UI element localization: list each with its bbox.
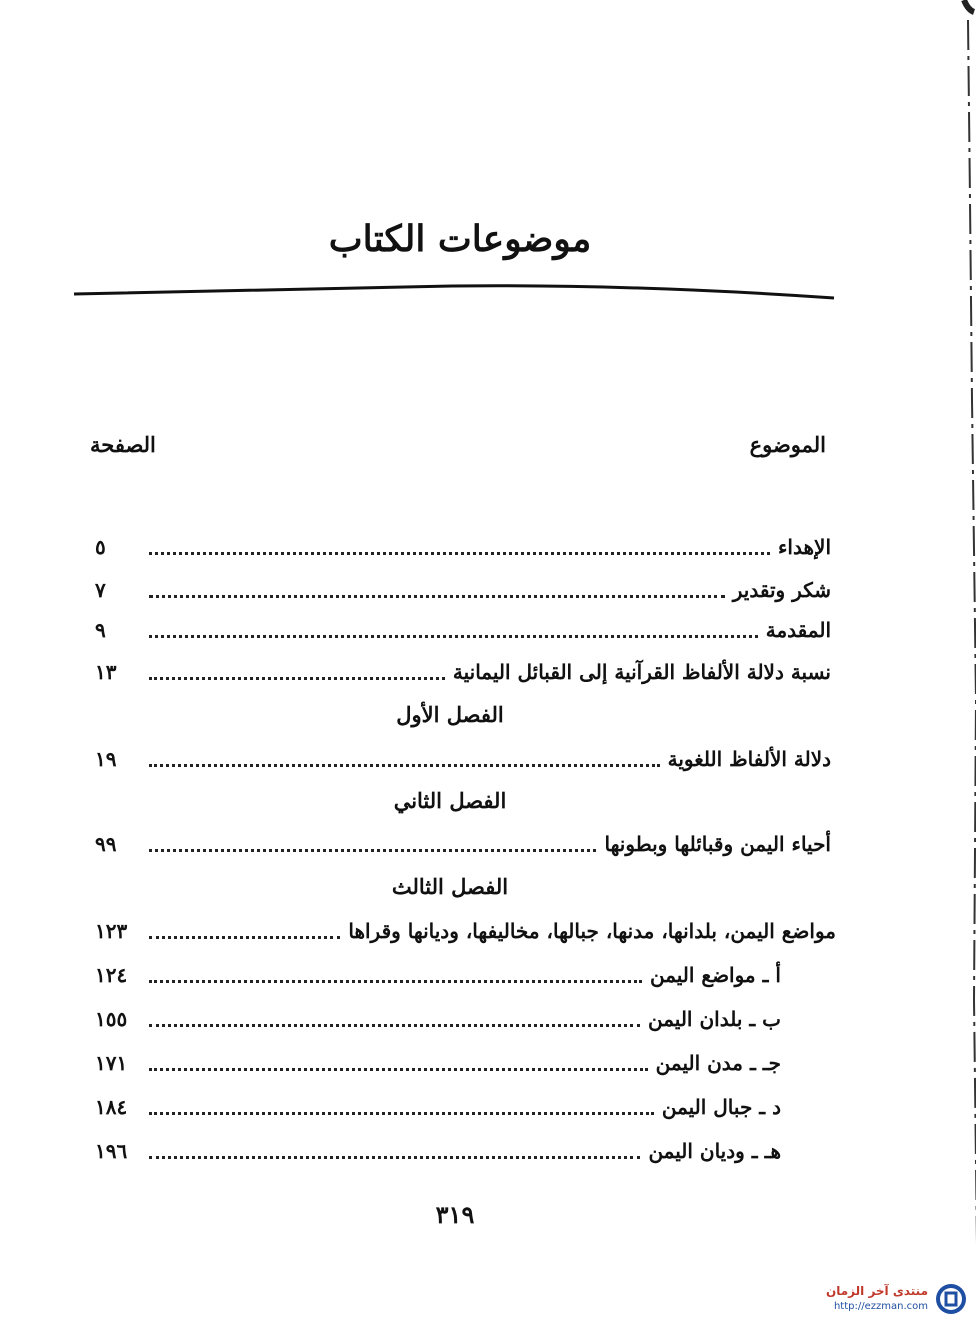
toc-subentry-label: جـ ـ مدن اليمن [655,1051,781,1075]
toc-entry [95,827,831,861]
page-title: موضوعات الكتاب [328,218,592,260]
toc-subentry-page: ١٨٤ [95,1095,128,1119]
toc-entry-label: الإهداء [778,535,831,559]
toc-entry-page: ١٣ [95,660,117,684]
toc-entry-label: دلالة الألفاظ اللغوية [667,747,831,771]
dot-leader [149,595,725,598]
toc-entry-page: ٩ [95,618,106,642]
dot-leader [149,677,445,680]
toc-subentry-page: ١٩٦ [95,1139,128,1163]
dot-leader [149,849,596,852]
toc-entry [95,655,831,689]
toc-entry [95,573,831,607]
watermark-url: http://ezzman.com [833,1301,928,1312]
page-number: ٣١٩ [435,1200,475,1229]
chapter-heading: الفصل الثاني [393,788,507,813]
chapter-heading: الفصل الثالث [391,874,509,899]
toc-subentry-label: أ ـ مواضع اليمن [649,963,781,987]
title-underline [72,282,836,304]
toc-subentry [95,1134,781,1168]
toc-entry-page: ٩٩ [95,832,117,856]
page-column-header: الصفحة [90,432,156,457]
toc-entry [95,742,831,776]
chapter-heading: الفصل الأول [396,702,504,727]
toc-entry-page: ٥ [95,535,106,559]
toc-subentry-label: د ـ جبال اليمن [661,1095,781,1119]
toc-subentry [95,1046,781,1080]
toc-entry-label: نسبة دلالة الألفاظ القرآنية إلى القبائل اليمانية [452,660,831,684]
page-edge-scan-artifact [906,0,976,1326]
toc-subentry-page: ١٥٥ [95,1007,128,1031]
forum-logo-icon [934,1282,968,1316]
dot-leader [149,1024,640,1027]
toc-entry [95,613,831,647]
dot-leader [149,635,758,638]
dot-leader [149,1112,654,1115]
toc-subentry-label: ب ـ بلدان اليمن [648,1007,781,1031]
toc-subentry-label: هـ ـ وديان اليمن [648,1139,781,1163]
toc-entry-label: شكر وتقدير [732,578,831,602]
toc-entry-label: أحياء اليمن وقبائلها وبطونها [604,832,831,856]
toc-entry-label: المقدمة [765,618,831,642]
toc-entry-page: ١٢٣ [95,919,128,943]
dot-leader [149,980,642,983]
toc-subentry [95,1002,781,1036]
watermark-name: منتدى آخر الزمان [826,1284,928,1298]
toc-subentry-page: ١٧١ [95,1051,128,1075]
toc-subentry [95,958,781,992]
dot-leader [149,1156,640,1159]
toc-subentry [95,1090,781,1124]
topic-column-header: الموضوع [749,432,826,457]
toc-entry-page: ١٩ [95,747,117,771]
toc-entry-page: ٧ [95,578,106,602]
dot-leader [149,1068,648,1071]
toc-entry [95,530,831,564]
dot-leader [149,764,660,767]
forum-watermark [826,1282,968,1316]
dot-leader [149,936,340,939]
dot-leader [149,552,770,555]
toc-subentry-page: ١٢٤ [95,963,128,987]
toc-entry-label: مواضع اليمن، بلدانها، مدنها، جبالها، مخاليفها، وديانها وقراها [348,919,836,943]
toc-entry [95,914,836,948]
